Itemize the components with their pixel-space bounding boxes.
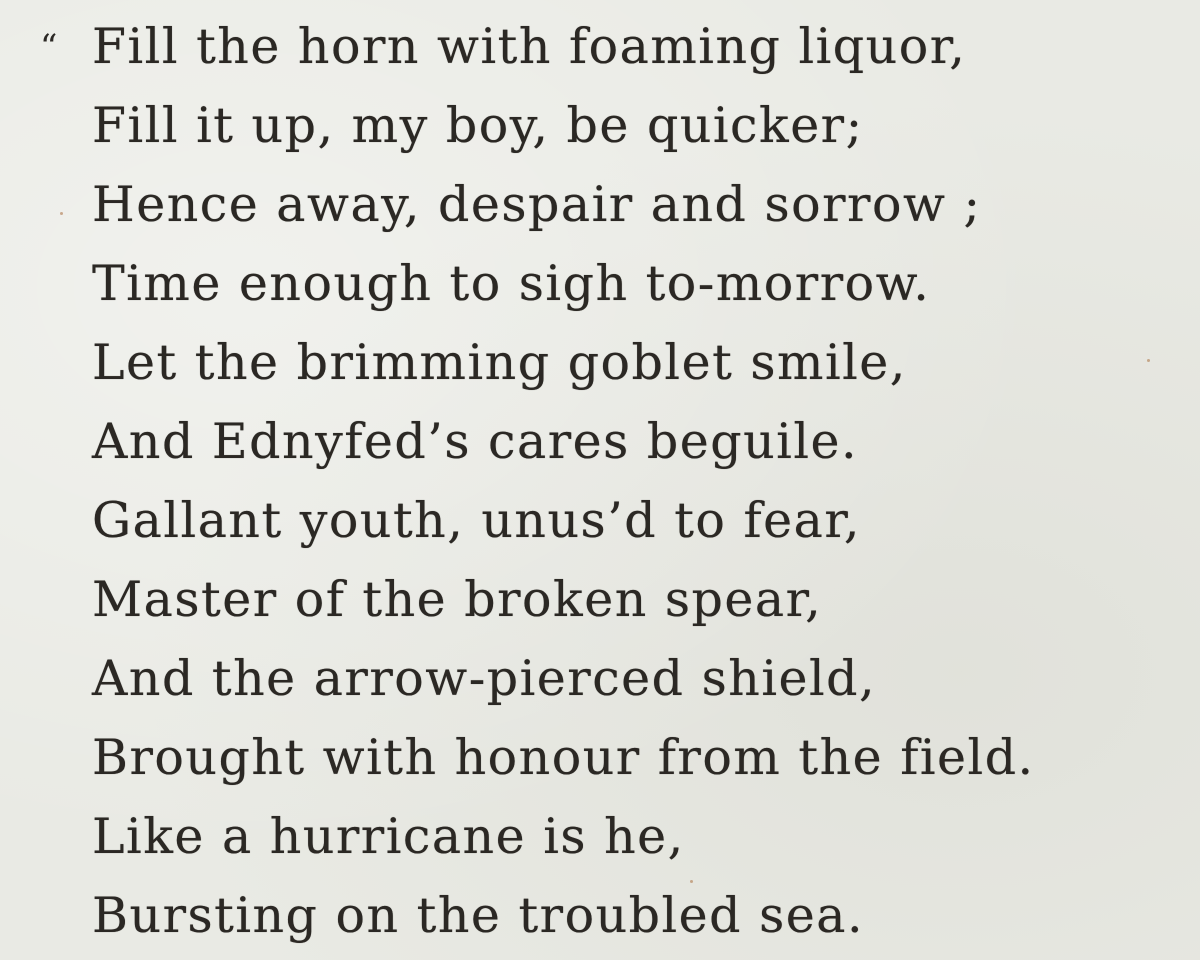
poem-line-2: Fill it up, my boy, be quicker; <box>92 97 864 154</box>
poem-line-7: Gallant youth, unus’d to fear, <box>92 492 861 549</box>
poem-line-4: Time enough to sigh to-morrow. <box>92 255 931 312</box>
poem-line-11: Like a hurricane is he, <box>92 808 685 865</box>
poem-line-9: And the arrow-pierced shield, <box>92 650 877 707</box>
paper-foxing-speck <box>60 212 63 215</box>
poem-line-8: Master of the broken spear, <box>92 571 823 628</box>
opening-quotation-mark: “ <box>40 27 58 67</box>
paper-foxing-speck <box>690 880 693 883</box>
paper-foxing-speck <box>1147 359 1150 362</box>
poem-line-5: Let the brimming goblet smile, <box>92 334 907 391</box>
poem-line-10: Brought with honour from the field. <box>92 729 1035 786</box>
poem-line-6: And Ednyfed’s cares beguile. <box>92 413 859 470</box>
poem-line-3: Hence away, despair and sorrow ; <box>92 176 982 233</box>
poem-line-12: Bursting on the troubled sea. <box>92 887 865 944</box>
poem-line-1: Fill the horn with foaming liquor, <box>92 18 967 75</box>
